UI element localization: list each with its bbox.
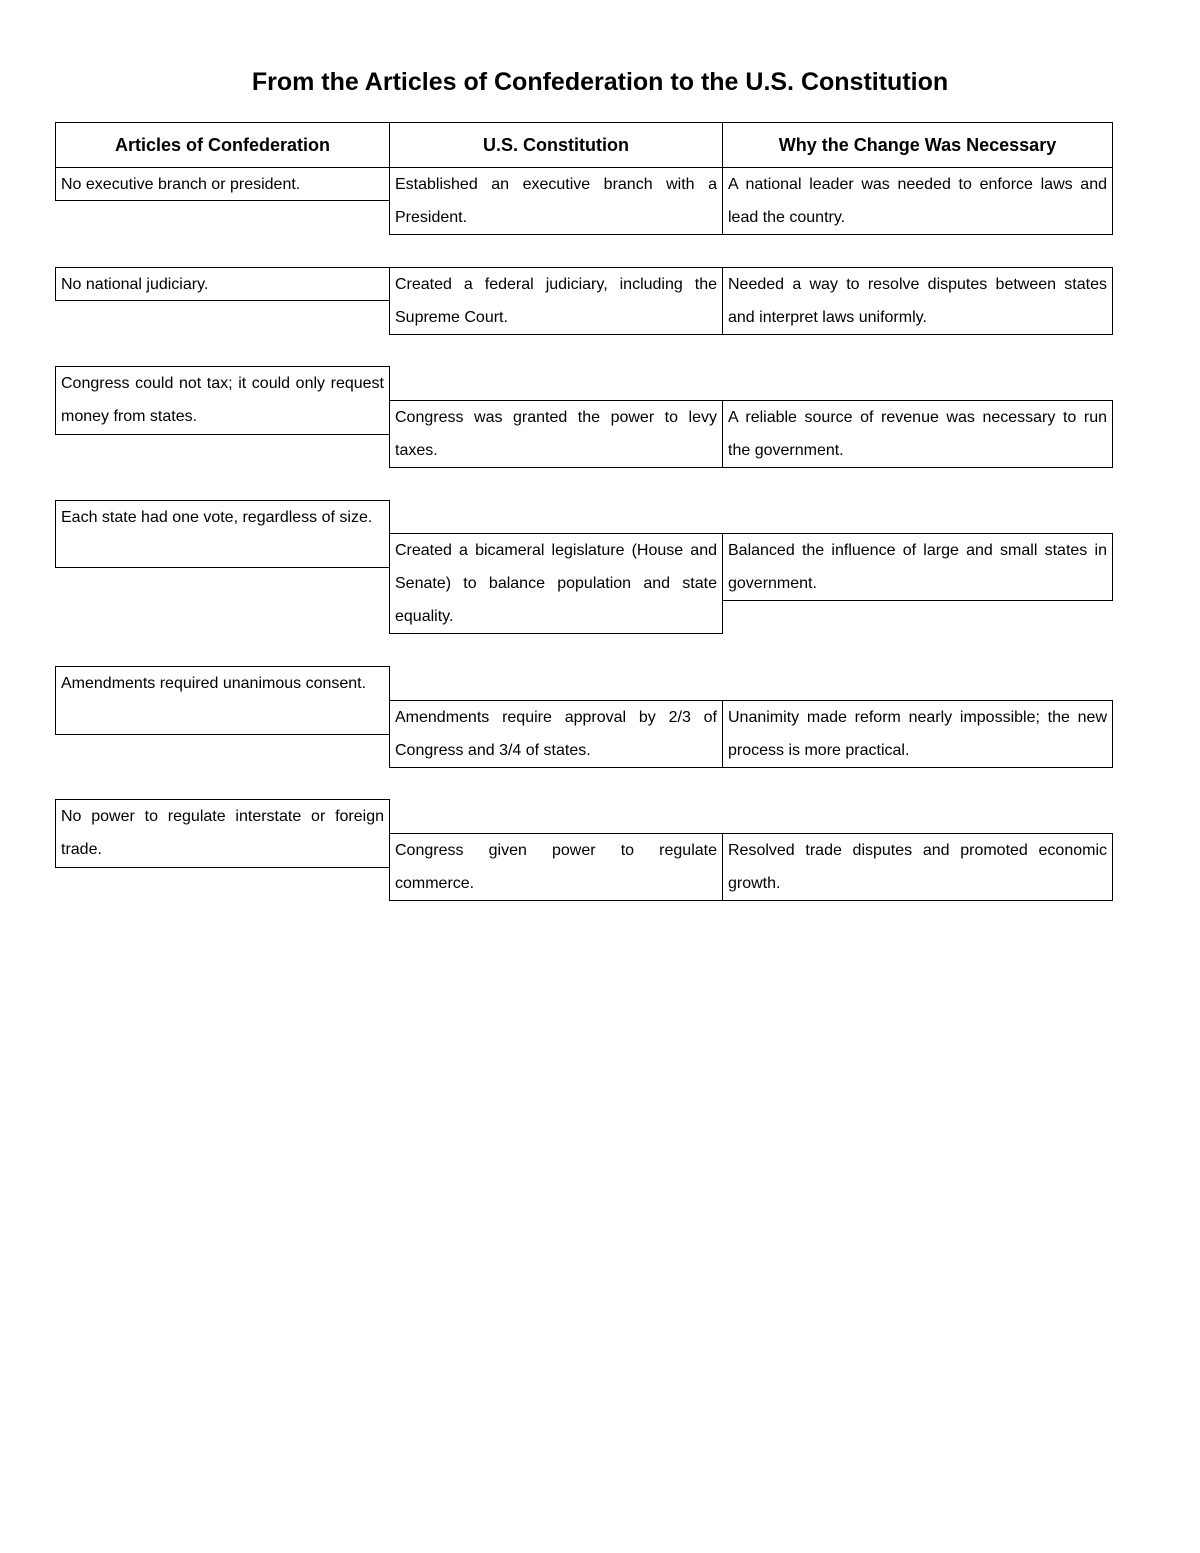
row-3-constitution-text: Congress was granted the power to levy taxes. xyxy=(395,409,717,459)
row-5-constitution-text: Amendments require approval by 2/3 of Congress and 3/4 of states. xyxy=(395,709,717,759)
row-2-articles-cell xyxy=(55,267,390,301)
row-2-constitution-text: Created a federal judiciary, including the Supreme Court. xyxy=(395,276,717,326)
row-2-why-cell xyxy=(722,267,1113,335)
row-1-constitution-text: Established an executive branch with a President. xyxy=(395,176,717,226)
header-why: Why the Change Was Necessary xyxy=(722,122,1113,168)
row-3-why-cell xyxy=(722,400,1113,468)
header-articles: Articles of Confederation xyxy=(55,122,390,168)
row-1-constitution-cell xyxy=(389,167,723,235)
row-5-articles-cell xyxy=(55,666,390,735)
row-6-why-cell xyxy=(722,833,1113,901)
row-3-constitution-cell xyxy=(389,400,723,468)
row-6-articles-text: No power to regulate interstate or foreign trade. xyxy=(61,808,384,858)
row-2-constitution-cell xyxy=(389,267,723,335)
row-1-articles-cell xyxy=(55,167,390,201)
header-constitution: U.S. Constitution xyxy=(389,122,723,168)
row-4-constitution-cell xyxy=(389,533,723,634)
row-4-why-cell xyxy=(722,533,1113,601)
row-6-articles-cell xyxy=(55,799,390,868)
row-2-articles-text: No national judiciary. xyxy=(61,276,209,293)
row-4-why-text: Balanced the influence of large and small states in government. xyxy=(728,542,1107,592)
row-5-why-cell xyxy=(722,700,1113,768)
row-6-constitution-cell xyxy=(389,833,723,901)
row-1-why-cell xyxy=(722,167,1113,235)
row-5-constitution-cell xyxy=(389,700,723,768)
row-3-articles-cell xyxy=(55,366,390,435)
row-1-articles-text: No executive branch or president. xyxy=(61,176,301,193)
row-6-why-text: Resolved trade disputes and promoted economic growth. xyxy=(728,842,1107,892)
row-5-articles-text: Amendments required unanimous consent. xyxy=(61,675,367,692)
row-3-why-text: A reliable source of revenue was necessary to run the government. xyxy=(728,409,1107,459)
row-1-why-text: A national leader was needed to enforce laws and lead the country. xyxy=(728,176,1107,226)
row-3-articles-text: Congress could not tax; it could only request money from states. xyxy=(61,375,384,425)
row-4-articles-cell xyxy=(55,500,390,568)
page-title: From the Articles of Confederation to the U.S. Constitution xyxy=(251,68,949,96)
row-4-articles-text: Each state had one vote, regardless of size. xyxy=(61,509,373,526)
row-4-constitution-text: Created a bicameral legislature (House and Senate) to balance population and state equality. xyxy=(395,542,717,625)
row-6-constitution-text: Congress given power to regulate commerce. xyxy=(395,842,717,892)
row-5-why-text: Unanimity made reform nearly impossible; the new process is more practical. xyxy=(728,709,1107,759)
row-2-why-text: Needed a way to resolve disputes between states and interpret laws uniformly. xyxy=(728,276,1107,326)
